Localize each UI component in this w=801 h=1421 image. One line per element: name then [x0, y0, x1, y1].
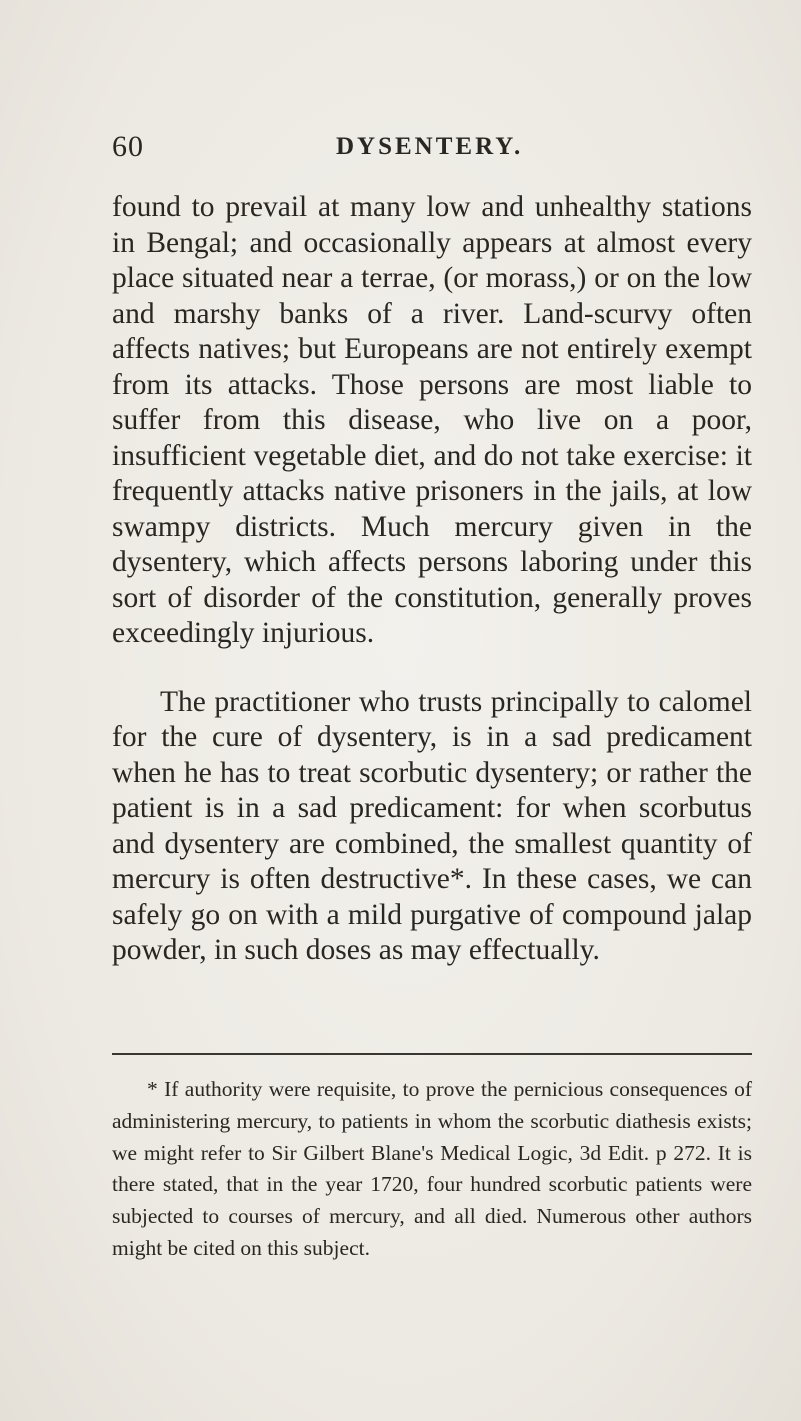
footnote: * If authority were requisite, to prove the pernicious consequences of administering mercury, to patients in whom the scorbutic diathesis exists; we might refer to Sir Gilbert Blane's Medical Logic, 3d Edit. p 272. It is there stated, that in the year 1720, four hundred scorbutic patients were subjected to courses of mercury, and all died. Numerous other authors might be cited on this subject.: [112, 1077, 752, 1260]
running-title: DYSENTERY.: [336, 133, 524, 160]
footnote-divider: [112, 1053, 752, 1055]
main-text: [112, 190, 752, 969]
paragraph-continuation: found to prevail at many low and unhealthy stations in Bengal; and occasionally appears at almost every place situated near a terrae, (or morass,) or on the low and marshy banks of a river. Land-scurvy often affects natives; but Europeans are not entirely exempt from its attacks. Those persons are most liable to suffer from this disease, who live on a poor, insufficient vegetable diet, and do not take exercise: it frequently attacks native prisoners in the jails, at low swampy districts. Much mercury given in the dysentery, which affects persons laboring under this sort of disorder of the constitution, generally proves exceedingly injurious.: [112, 191, 752, 649]
page-number: 60: [112, 130, 144, 163]
page-header: [112, 130, 752, 174]
paragraph: The practitioner who trusts principally to calomel for the cure of dysentery, is in a sad predicament when he has to treat scorbutic dysentery; or rather the patient is in a sad predicament: for when scorbutus and dysentery are combined, the smallest quantity of mercury is often destructive*. In these cases, we can safely go on with a mild purgative of compound jalap powder, in such doses as may effectually.: [112, 685, 752, 966]
